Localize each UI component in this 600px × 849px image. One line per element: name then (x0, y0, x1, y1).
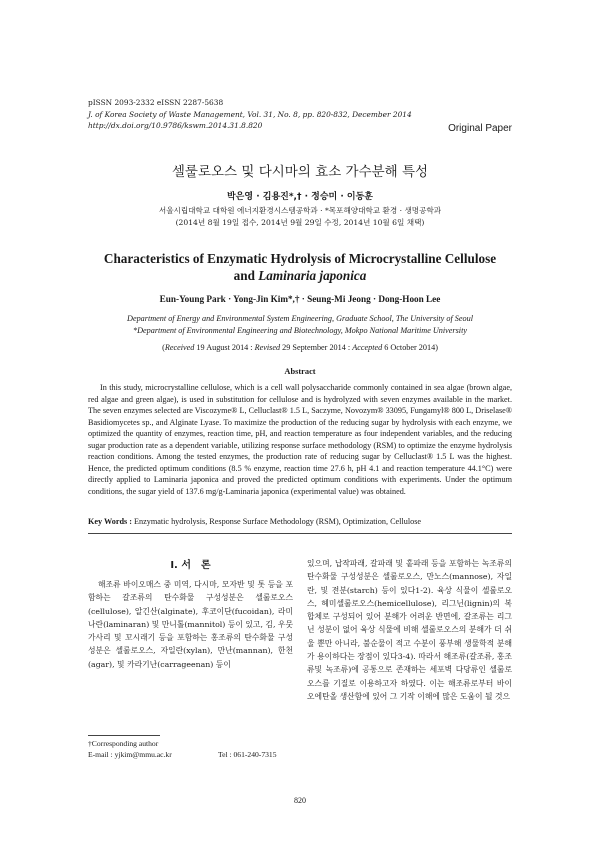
accepted-date: 6 October 2014 (382, 343, 436, 352)
accepted-label: Accepted (352, 343, 383, 352)
received-label: Received (164, 343, 195, 352)
author-tel: Tel : 061-240-7315 (218, 749, 277, 759)
keywords-text: Enzymatic hydrolysis, Response Surface Methodology (RSM), Optimization, Cellulose (134, 517, 422, 526)
journal-citation: J. of Korea Society of Waste Management, Vol. 31, No. 8, pp. 820-832, December 2014 (88, 109, 412, 119)
article-type: Original Paper (448, 123, 512, 134)
korean-affiliation-block (0, 205, 600, 229)
footnote (88, 739, 293, 760)
received-date: 19 August 2014 : (194, 343, 255, 352)
footnote-rule (88, 735, 160, 736)
abstract-heading: Abstract (284, 367, 316, 376)
english-title (0, 250, 600, 284)
english-affiliation-2: *Department of Environmental Engineering and Biotechnology, Mokpo National Maritime University (133, 325, 467, 335)
keywords (88, 517, 512, 526)
journal-header (88, 97, 412, 132)
divider (88, 533, 512, 534)
korean-affiliation: 서울시립대학교 대학원 에너지환경시스템공학과 · *목포해양대학교 환경 · 생명공학과 (158, 206, 442, 215)
english-authors: Eun-Young Park · Yong-Jin Kim*,† · Seung-Mi Jeong · Dong-Hoon Lee (159, 294, 441, 304)
english-title-line1: Characteristics of Enzymatic Hydrolysis of Microcrystalline Cellulose (103, 251, 497, 266)
body-left-column: 해조류 바이오매스 중 미역, 다시마, 모자반 및 톳 등을 포함하는 갈조류의 탄수화물 구성성분은 셀룰로오스(cellulose), 알긴산(alginate), 후코이단(fucoidan), 라미나란(laminaran) 및 만니톨(mannitol) 등이 있고, 김, 우뭇가사리 및 꼬시래기 등을 포함하는 홍조류의 탄수화물 구성성분은 셀룰로오스, 자일란(xylan), 만난(mannan), 한천(agar), 및 카라기난(carrageenan) 등이 (88, 580, 293, 669)
body-right-column: 있으며, 납작파래, 갈파래 및 홑파래 등을 포함하는 녹조류의 탄수화물 구성성분은 셀룰로오스, 만노스(mannose), 자일란, 및 전분(starch) 등이 있다1-2). 육상 식물이 셀룰로오스, 헤미셀룰로오스(hemicellulose), 리그닌(lignin)의 복합체로 구성되어 있어 분해가 어려운 반면에, 갈조류는 리그닌 성분이 없어 육상 식물에 비해 셀룰로오스의 분해가 더 쉬울 뿐만 아니라, 불순물이 적고 수분이 풍부해 생물학적 분해가 용이하다는 장점이 있다3-4). 따라서 해조류(갈조류, 홍조류및 녹조류)에 공통으로 존재하는 세포벽 다당류인 셀룰로오스를 기질로 이용하고자 하였다. 이는 해조류로부터 바이오에탄올 생산함에 있어 그 기작 이해에 많은 도움이 될 것으 (307, 559, 512, 701)
author-email[interactable]: E-mail : yjkim@mmu.ac.kr (88, 749, 172, 759)
korean-dates: (2014년 8월 19일 접수, 2014년 9월 29일 수정, 2014년 10월 6일 채택) (175, 218, 425, 227)
doi-link[interactable]: http://dx.doi.org/10.9786/kswm.2014.31.8.820 (88, 121, 263, 131)
revised-label: Revised (254, 343, 281, 352)
english-title-and: and (233, 268, 259, 283)
korean-title: 셀룰로오스 및 다시마의 효소 가수분해 특성 (171, 164, 429, 180)
revised-date: 29 September 2014 : (280, 343, 353, 352)
corresponding-author: †Corresponding author (88, 739, 159, 748)
keywords-label: Key Words : (88, 517, 135, 526)
issn: pISSN 2093-2332 eISSN 2287-5638 (88, 98, 224, 107)
english-title-line2 (0, 267, 600, 284)
page-number: 820 (294, 796, 306, 805)
received-dates: (Received 19 August 2014 : Revised 29 September 2014 : Accepted 6 October 2014) (162, 343, 438, 352)
section-heading: I. 서 론 (170, 560, 211, 571)
korean-authors: 박은영 · 김용진*,† · 정승미 · 이동훈 (226, 192, 373, 202)
english-title-species: Laminaria japonica (258, 268, 367, 283)
abstract-text: In this study, microcrystalline cellulose, which is a cell wall polysaccharide commonly contained in sea algae (brown algae, red algae and green algae), is used in substitution for cellulose and is hydrolyzed with seven enzymes available in the market. The seven enzymes selected are Viscozyme® L, Celluclast® 1.5 L, Saczyme, Novozym® 33095, Fungamyl® 800 L, Driselase® Basidiomycetes sp., and Alginate Lyase. To maximize the production of the reducing sugar by hydrolysis with each enzyme, we optimized the quantity of enzymes, reaction time, pH, and reaction temperature as four independent variables, and the reducing sugar production rate as a dependent variable, utilizing response surface methodology (RSM) to optimize the enzyme hydrolysis reaction conditions. Among the tested enzymes, the production rate of reducing sugar by Celluclast® 1.5 L was the highest. Hence, the predicted optimum conditions (8.5 % enzyme, reaction time 27.6 h, pH 4.1 and reaction temperature 44.1°C) were directly applied to Laminaria japonica and proved the predicted optimum conditions with experiments. Under the optimum conditions, the sugar yield of 137.6 mg/g-Laminaria japonica (experimental value) was obtained. (88, 383, 512, 496)
english-affiliations (0, 313, 600, 336)
english-affiliation-1: Department of Energy and Environmental System Engineering, Graduate School, The University of Seoul (127, 314, 473, 323)
